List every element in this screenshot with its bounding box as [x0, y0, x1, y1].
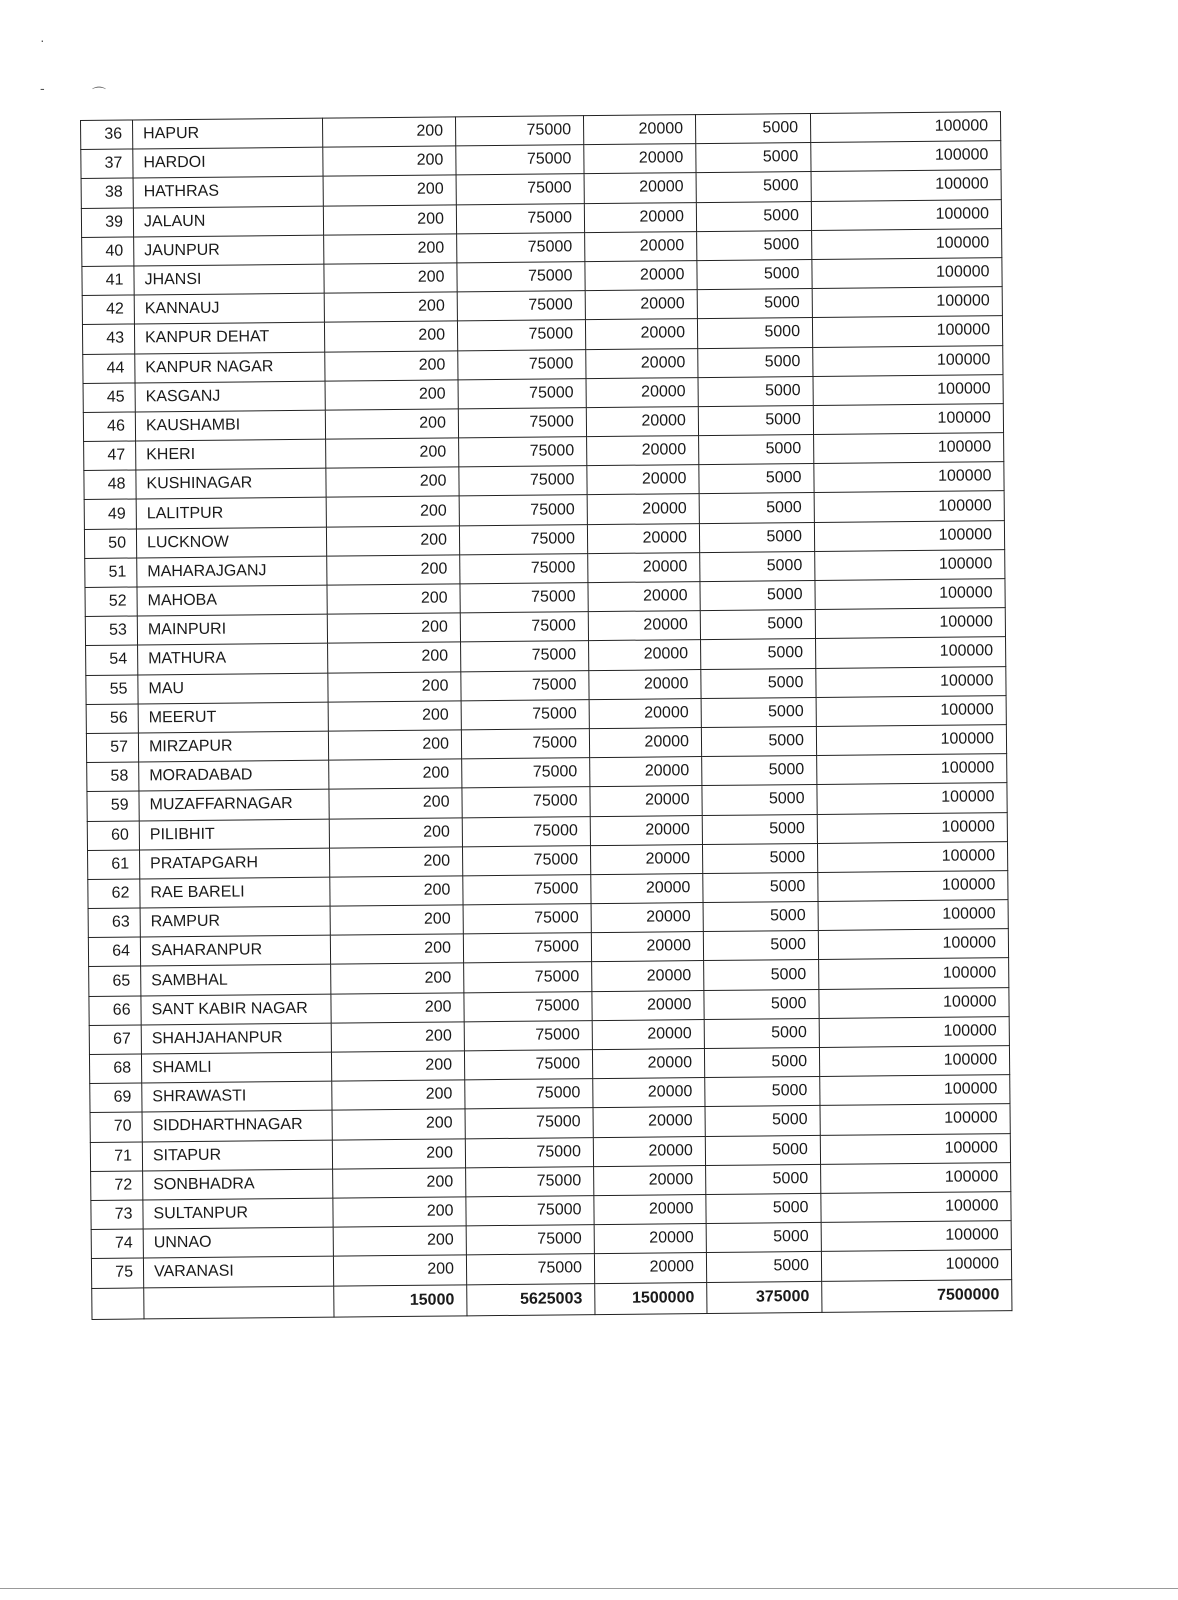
- value-col-2-cell: 75000: [458, 408, 586, 438]
- district-name-cell: JHANSI: [134, 264, 324, 295]
- value-col-5-cell: 100000: [821, 1192, 1011, 1223]
- value-col-2-cell: 75000: [465, 1108, 593, 1138]
- value-col-3-cell: 20000: [593, 1078, 705, 1108]
- value-col-2-cell: 75000: [457, 232, 585, 262]
- scan-speck: ·: [40, 32, 45, 48]
- value-col-2-cell: 75000: [458, 378, 586, 408]
- value-col-4-cell: 5000: [702, 756, 817, 786]
- value-col-2-cell: 75000: [460, 583, 588, 613]
- value-col-1-cell: 200: [329, 817, 462, 847]
- value-col-2-cell: 75000: [462, 787, 590, 817]
- value-col-4-cell: 5000: [698, 376, 813, 406]
- value-col-5-cell: 100000: [821, 1162, 1011, 1193]
- total-col-4: 375000: [707, 1281, 822, 1313]
- value-col-4-cell: 5000: [697, 259, 812, 289]
- district-name-cell: SAHARANPUR: [140, 935, 330, 966]
- serial-number-cell: 51: [85, 558, 137, 588]
- value-col-5-cell: 100000: [817, 812, 1007, 843]
- value-col-5-cell: 100000: [813, 374, 1003, 405]
- value-col-3-cell: 20000: [593, 1107, 705, 1137]
- value-col-4-cell: 5000: [700, 580, 815, 610]
- serial-number-cell: 63: [88, 908, 140, 938]
- value-col-4-cell: 5000: [700, 551, 815, 581]
- value-col-1-cell: 200: [331, 963, 464, 993]
- value-col-3-cell: 20000: [590, 757, 702, 787]
- serial-number-cell: 49: [84, 499, 136, 529]
- district-name-cell: SONBHADRA: [143, 1169, 333, 1200]
- table-body: [81, 112, 1012, 1288]
- value-col-3-cell: 20000: [587, 436, 699, 466]
- value-col-2-cell: 75000: [462, 758, 590, 788]
- value-col-5-cell: 100000: [814, 462, 1004, 493]
- value-col-4-cell: 5000: [704, 960, 819, 990]
- scan-bottom-edge: [0, 1588, 1178, 1589]
- district-name-cell: KUSHINAGAR: [136, 468, 326, 499]
- district-name-cell: HARDOI: [133, 147, 323, 178]
- value-col-1-cell: 200: [325, 409, 458, 439]
- value-col-2-cell: 75000: [465, 1079, 593, 1109]
- value-col-5-cell: 100000: [817, 783, 1007, 814]
- value-col-1-cell: 200: [326, 438, 459, 468]
- district-name-cell: PRATAPGARH: [140, 848, 330, 879]
- value-col-1-cell: 200: [323, 175, 456, 205]
- district-name-cell: MAINPURI: [137, 614, 327, 645]
- value-col-4-cell: 5000: [695, 113, 810, 143]
- value-col-2-cell: 75000: [459, 437, 587, 467]
- value-col-1-cell: 200: [332, 1138, 465, 1168]
- value-col-2-cell: 75000: [458, 349, 586, 379]
- value-col-4-cell: 5000: [701, 639, 816, 669]
- value-col-5-cell: 100000: [811, 170, 1001, 201]
- value-col-1-cell: 200: [325, 380, 458, 410]
- value-col-5-cell: 100000: [821, 1250, 1011, 1281]
- value-col-3-cell: 20000: [589, 698, 701, 728]
- value-col-5-cell: 100000: [817, 841, 1007, 872]
- serial-number-cell: 38: [81, 178, 133, 208]
- value-col-1-cell: 200: [330, 934, 463, 964]
- value-col-4-cell: 5000: [704, 1047, 819, 1077]
- serial-number-cell: 62: [88, 879, 140, 909]
- district-name-cell: SULTANPUR: [143, 1198, 333, 1229]
- value-col-1-cell: 200: [329, 788, 462, 818]
- scan-speck: ⌒: [92, 86, 106, 102]
- value-col-5-cell: 100000: [817, 754, 1007, 785]
- value-col-1-cell: 200: [323, 146, 456, 176]
- value-col-4-cell: 5000: [706, 1223, 821, 1253]
- district-name-cell: RAMPUR: [140, 906, 330, 937]
- value-col-4-cell: 5000: [698, 347, 813, 377]
- value-col-1-cell: 200: [333, 1197, 466, 1227]
- value-col-1-cell: 200: [324, 321, 457, 351]
- value-col-2-cell: 75000: [465, 1137, 593, 1167]
- value-col-2-cell: 75000: [464, 962, 592, 992]
- district-name-cell: LALITPUR: [136, 498, 326, 529]
- value-col-1-cell: 200: [328, 671, 461, 701]
- value-col-1-cell: 200: [327, 584, 460, 614]
- value-col-1-cell: 200: [329, 759, 462, 789]
- serial-number-cell: 44: [83, 353, 135, 383]
- value-col-4-cell: 5000: [705, 1077, 820, 1107]
- value-col-5-cell: 100000: [815, 608, 1005, 639]
- value-col-3-cell: 20000: [585, 290, 697, 320]
- value-col-3-cell: 20000: [585, 231, 697, 261]
- district-name-cell: MORADABAD: [139, 760, 329, 791]
- value-col-1-cell: 200: [328, 642, 461, 672]
- serial-number-cell: 73: [91, 1200, 143, 1230]
- serial-number-cell: 39: [81, 208, 133, 238]
- totals-name-cell: [144, 1286, 334, 1319]
- value-col-2-cell: 75000: [466, 1254, 594, 1284]
- value-col-2-cell: 75000: [461, 641, 589, 671]
- value-col-5-cell: 100000: [811, 199, 1001, 230]
- value-col-5-cell: 100000: [819, 1016, 1009, 1047]
- district-name-cell: VARANASI: [143, 1256, 333, 1287]
- value-col-4-cell: 5000: [701, 668, 816, 698]
- value-col-5-cell: 100000: [818, 900, 1008, 931]
- value-col-3-cell: 20000: [586, 377, 698, 407]
- district-name-cell: SITAPUR: [142, 1140, 332, 1171]
- value-col-1-cell: 200: [331, 1022, 464, 1052]
- value-col-1-cell: 200: [327, 555, 460, 585]
- value-col-2-cell: 75000: [460, 612, 588, 642]
- value-col-4-cell: 5000: [706, 1252, 821, 1282]
- value-col-5-cell: 100000: [818, 871, 1008, 902]
- value-col-5-cell: 100000: [816, 637, 1006, 668]
- value-col-2-cell: 75000: [457, 262, 585, 292]
- district-name-cell: MATHURA: [138, 644, 328, 675]
- serial-number-cell: 56: [86, 704, 138, 734]
- value-col-1-cell: 200: [323, 204, 456, 234]
- value-col-1-cell: 200: [332, 1080, 465, 1110]
- value-col-1-cell: 200: [332, 1109, 465, 1139]
- value-col-4-cell: 5000: [702, 814, 817, 844]
- value-col-5-cell: 100000: [816, 666, 1006, 697]
- value-col-4-cell: 5000: [699, 435, 814, 465]
- value-col-2-cell: 75000: [463, 875, 591, 905]
- value-col-1-cell: 200: [325, 350, 458, 380]
- value-col-5-cell: 100000: [815, 549, 1005, 580]
- total-col-1: 15000: [334, 1284, 467, 1316]
- value-col-2-cell: 75000: [466, 1225, 594, 1255]
- value-col-3-cell: 20000: [590, 786, 702, 816]
- serial-number-cell: 36: [81, 120, 133, 150]
- value-col-1-cell: 200: [331, 1051, 464, 1081]
- value-col-4-cell: 5000: [705, 1106, 820, 1136]
- district-name-cell: KANPUR DEHAT: [134, 322, 324, 353]
- district-name-cell: RAE BARELI: [140, 877, 330, 908]
- value-col-5-cell: 100000: [816, 725, 1006, 756]
- value-col-3-cell: 20000: [587, 465, 699, 495]
- value-col-3-cell: 20000: [586, 348, 698, 378]
- serial-number-cell: 53: [85, 616, 137, 646]
- value-col-1-cell: 200: [329, 847, 462, 877]
- value-col-5-cell: 100000: [820, 1075, 1010, 1106]
- district-table-wrapper: [80, 111, 1011, 1319]
- value-col-1-cell: 200: [326, 496, 459, 526]
- value-col-3-cell: 20000: [591, 932, 703, 962]
- district-name-cell: MAHARAJGANJ: [137, 556, 327, 587]
- serial-number-cell: 65: [89, 966, 141, 996]
- district-name-cell: KAUSHAMBI: [135, 410, 325, 441]
- value-col-1-cell: 200: [324, 263, 457, 293]
- value-col-2-cell: 75000: [464, 1050, 592, 1080]
- value-col-4-cell: 5000: [699, 522, 814, 552]
- value-col-3-cell: 20000: [592, 990, 704, 1020]
- value-col-4-cell: 5000: [703, 872, 818, 902]
- value-col-3-cell: 20000: [584, 144, 696, 174]
- district-name-cell: SHAMLI: [141, 1052, 331, 1083]
- value-col-3-cell: 20000: [584, 173, 696, 203]
- value-col-5-cell: 100000: [816, 695, 1006, 726]
- value-col-2-cell: 75000: [459, 466, 587, 496]
- value-col-5-cell: 100000: [814, 491, 1004, 522]
- serial-number-cell: 37: [81, 149, 133, 179]
- value-col-4-cell: 5000: [699, 493, 814, 523]
- value-col-5-cell: 100000: [814, 520, 1004, 551]
- value-col-2-cell: 75000: [459, 524, 587, 554]
- value-col-1-cell: 200: [333, 1168, 466, 1198]
- value-col-3-cell: 20000: [590, 844, 702, 874]
- value-col-2-cell: 75000: [456, 145, 584, 175]
- value-col-5-cell: 100000: [819, 1046, 1009, 1077]
- serial-number-cell: 69: [90, 1083, 142, 1113]
- serial-number-cell: 71: [90, 1142, 142, 1172]
- value-col-2-cell: 75000: [459, 495, 587, 525]
- value-col-3-cell: 20000: [589, 669, 701, 699]
- value-col-5-cell: 100000: [820, 1104, 1010, 1135]
- district-name-cell: JALAUN: [133, 206, 323, 237]
- value-col-4-cell: 5000: [704, 1018, 819, 1048]
- district-name-cell: LUCKNOW: [136, 527, 326, 558]
- district-name-cell: SHRAWASTI: [142, 1081, 332, 1112]
- value-col-4-cell: 5000: [703, 931, 818, 961]
- value-col-3-cell: 20000: [594, 1194, 706, 1224]
- value-col-2-cell: 75000: [457, 320, 585, 350]
- value-col-4-cell: 5000: [697, 289, 812, 319]
- value-col-3-cell: 20000: [583, 115, 695, 145]
- value-col-2-cell: 75000: [457, 291, 585, 321]
- value-col-5-cell: 100000: [818, 929, 1008, 960]
- value-col-4-cell: 5000: [700, 610, 815, 640]
- serial-number-cell: 57: [86, 733, 138, 763]
- value-col-5-cell: 100000: [812, 228, 1002, 259]
- value-col-3-cell: 20000: [590, 815, 702, 845]
- value-col-2-cell: 75000: [456, 174, 584, 204]
- value-col-2-cell: 75000: [466, 1166, 594, 1196]
- value-col-3-cell: 20000: [586, 406, 698, 436]
- value-col-1-cell: 200: [326, 526, 459, 556]
- value-col-3-cell: 20000: [588, 552, 700, 582]
- value-col-4-cell: 5000: [706, 1164, 821, 1194]
- serial-number-cell: 41: [82, 266, 134, 296]
- district-name-cell: KANNAUJ: [134, 293, 324, 324]
- scan-speck: -: [40, 80, 45, 96]
- value-col-3-cell: 20000: [585, 319, 697, 349]
- value-col-1-cell: 200: [324, 292, 457, 322]
- value-col-5-cell: 100000: [811, 141, 1001, 172]
- value-col-3-cell: 20000: [594, 1165, 706, 1195]
- value-col-2-cell: 75000: [461, 729, 589, 759]
- value-col-4-cell: 5000: [702, 843, 817, 873]
- district-name-cell: JAUNPUR: [134, 235, 324, 266]
- serial-number-cell: 54: [86, 645, 138, 675]
- district-name-cell: SAMBHAL: [141, 965, 331, 996]
- serial-number-cell: 55: [86, 675, 138, 705]
- value-col-3-cell: 20000: [584, 202, 696, 232]
- value-col-5-cell: 100000: [813, 404, 1003, 435]
- value-col-2-cell: 75000: [456, 203, 584, 233]
- serial-number-cell: 50: [84, 529, 136, 559]
- value-col-3-cell: 20000: [588, 611, 700, 641]
- value-col-4-cell: 5000: [696, 172, 811, 202]
- serial-number-cell: 58: [87, 762, 139, 792]
- serial-number-cell: 70: [90, 1112, 142, 1142]
- value-col-3-cell: 20000: [592, 1019, 704, 1049]
- value-col-2-cell: 75000: [463, 904, 591, 934]
- serial-number-cell: 72: [91, 1171, 143, 1201]
- district-name-cell: MAHOBA: [137, 585, 327, 616]
- district-name-cell: MAU: [138, 673, 328, 704]
- value-col-2-cell: 75000: [466, 1196, 594, 1226]
- district-name-cell: MEERUT: [138, 702, 328, 733]
- value-col-2-cell: 75000: [463, 933, 591, 963]
- serial-number-cell: 59: [87, 791, 139, 821]
- serial-number-cell: 48: [84, 470, 136, 500]
- total-col-3: 1500000: [595, 1282, 707, 1314]
- value-col-2-cell: 75000: [460, 553, 588, 583]
- value-col-3-cell: 20000: [591, 903, 703, 933]
- value-col-3-cell: 20000: [593, 1136, 705, 1166]
- value-col-2-cell: 75000: [464, 1020, 592, 1050]
- serial-number-cell: 61: [88, 850, 140, 880]
- value-col-5-cell: 100000: [821, 1221, 1011, 1252]
- value-col-3-cell: 20000: [588, 582, 700, 612]
- value-col-4-cell: 5000: [705, 1135, 820, 1165]
- value-col-3-cell: 20000: [589, 640, 701, 670]
- district-name-cell: KANPUR NAGAR: [135, 352, 325, 383]
- totals-sn-cell: [92, 1287, 144, 1318]
- value-col-5-cell: 100000: [819, 987, 1009, 1018]
- value-col-5-cell: 100000: [810, 112, 1000, 143]
- value-col-4-cell: 5000: [696, 201, 811, 231]
- serial-number-cell: 40: [82, 237, 134, 267]
- serial-number-cell: 60: [87, 820, 139, 850]
- value-col-1-cell: 200: [328, 701, 461, 731]
- value-col-3-cell: 20000: [589, 728, 701, 758]
- value-col-1-cell: 200: [333, 1226, 466, 1256]
- district-name-cell: HATHRAS: [133, 177, 323, 208]
- value-col-1-cell: 200: [327, 613, 460, 643]
- district-name-cell: PILIBHIT: [139, 819, 329, 850]
- total-col-2: 5625003: [467, 1283, 595, 1315]
- serial-number-cell: 46: [83, 412, 135, 442]
- value-col-5-cell: 100000: [812, 287, 1002, 318]
- value-col-3-cell: 20000: [587, 523, 699, 553]
- serial-number-cell: 75: [91, 1258, 143, 1288]
- value-col-2-cell: 75000: [462, 816, 590, 846]
- serial-number-cell: 45: [83, 383, 135, 413]
- serial-number-cell: 66: [89, 996, 141, 1026]
- district-name-cell: KASGANJ: [135, 381, 325, 412]
- serial-number-cell: 74: [91, 1229, 143, 1259]
- serial-number-cell: 68: [89, 1054, 141, 1084]
- value-col-4-cell: 5000: [703, 902, 818, 932]
- serial-number-cell: 67: [89, 1025, 141, 1055]
- serial-number-cell: 43: [82, 324, 134, 354]
- value-col-3-cell: 20000: [591, 873, 703, 903]
- value-col-5-cell: 100000: [819, 958, 1009, 989]
- value-col-5-cell: 100000: [820, 1133, 1010, 1164]
- district-name-cell: SHAHJAHANPUR: [141, 1023, 331, 1054]
- value-col-3-cell: 20000: [594, 1253, 706, 1283]
- value-col-1-cell: 200: [333, 1255, 466, 1285]
- value-col-5-cell: 100000: [812, 258, 1002, 289]
- district-name-cell: MIRZAPUR: [138, 731, 328, 762]
- value-col-4-cell: 5000: [702, 785, 817, 815]
- value-col-3-cell: 20000: [594, 1224, 706, 1254]
- serial-number-cell: 64: [88, 937, 140, 967]
- value-col-1-cell: 200: [322, 117, 455, 147]
- value-col-1-cell: 200: [326, 467, 459, 497]
- serial-number-cell: 52: [85, 587, 137, 617]
- value-col-5-cell: 100000: [815, 579, 1005, 610]
- serial-number-cell: 47: [84, 441, 136, 471]
- value-col-3-cell: 20000: [585, 261, 697, 291]
- district-name-cell: UNNAO: [143, 1227, 333, 1258]
- district-name-cell: MUZAFFARNAGAR: [139, 789, 329, 820]
- value-col-1-cell: 200: [330, 876, 463, 906]
- district-name-cell: SANT KABIR NAGAR: [141, 994, 331, 1025]
- value-col-4-cell: 5000: [704, 989, 819, 1019]
- district-name-cell: SIDDHARTHNAGAR: [142, 1111, 332, 1142]
- value-col-1-cell: 200: [330, 905, 463, 935]
- value-col-2-cell: 75000: [464, 991, 592, 1021]
- serial-number-cell: 42: [82, 295, 134, 325]
- value-col-4-cell: 5000: [701, 726, 816, 756]
- total-col-5: 7500000: [822, 1279, 1012, 1312]
- value-col-3-cell: 20000: [587, 494, 699, 524]
- value-col-5-cell: 100000: [813, 345, 1003, 376]
- value-col-5-cell: 100000: [814, 433, 1004, 464]
- district-name-cell: HAPUR: [133, 118, 323, 149]
- value-col-3-cell: 20000: [592, 961, 704, 991]
- value-col-2-cell: 75000: [455, 116, 583, 146]
- value-col-2-cell: 75000: [461, 699, 589, 729]
- value-col-1-cell: 200: [331, 992, 464, 1022]
- value-col-1-cell: 200: [328, 730, 461, 760]
- value-col-2-cell: 75000: [462, 845, 590, 875]
- value-col-4-cell: 5000: [697, 230, 812, 260]
- value-col-5-cell: 100000: [812, 316, 1002, 347]
- value-col-3-cell: 20000: [592, 1049, 704, 1079]
- value-col-4-cell: 5000: [706, 1193, 821, 1223]
- value-col-4-cell: 5000: [698, 405, 813, 435]
- value-col-4-cell: 5000: [699, 464, 814, 494]
- value-col-4-cell: 5000: [697, 318, 812, 348]
- value-col-2-cell: 75000: [461, 670, 589, 700]
- district-name-cell: KHERI: [136, 439, 326, 470]
- value-col-4-cell: 5000: [701, 697, 816, 727]
- value-col-1-cell: 200: [324, 234, 457, 264]
- district-allocation-table: [80, 111, 1012, 1319]
- value-col-4-cell: 5000: [696, 143, 811, 173]
